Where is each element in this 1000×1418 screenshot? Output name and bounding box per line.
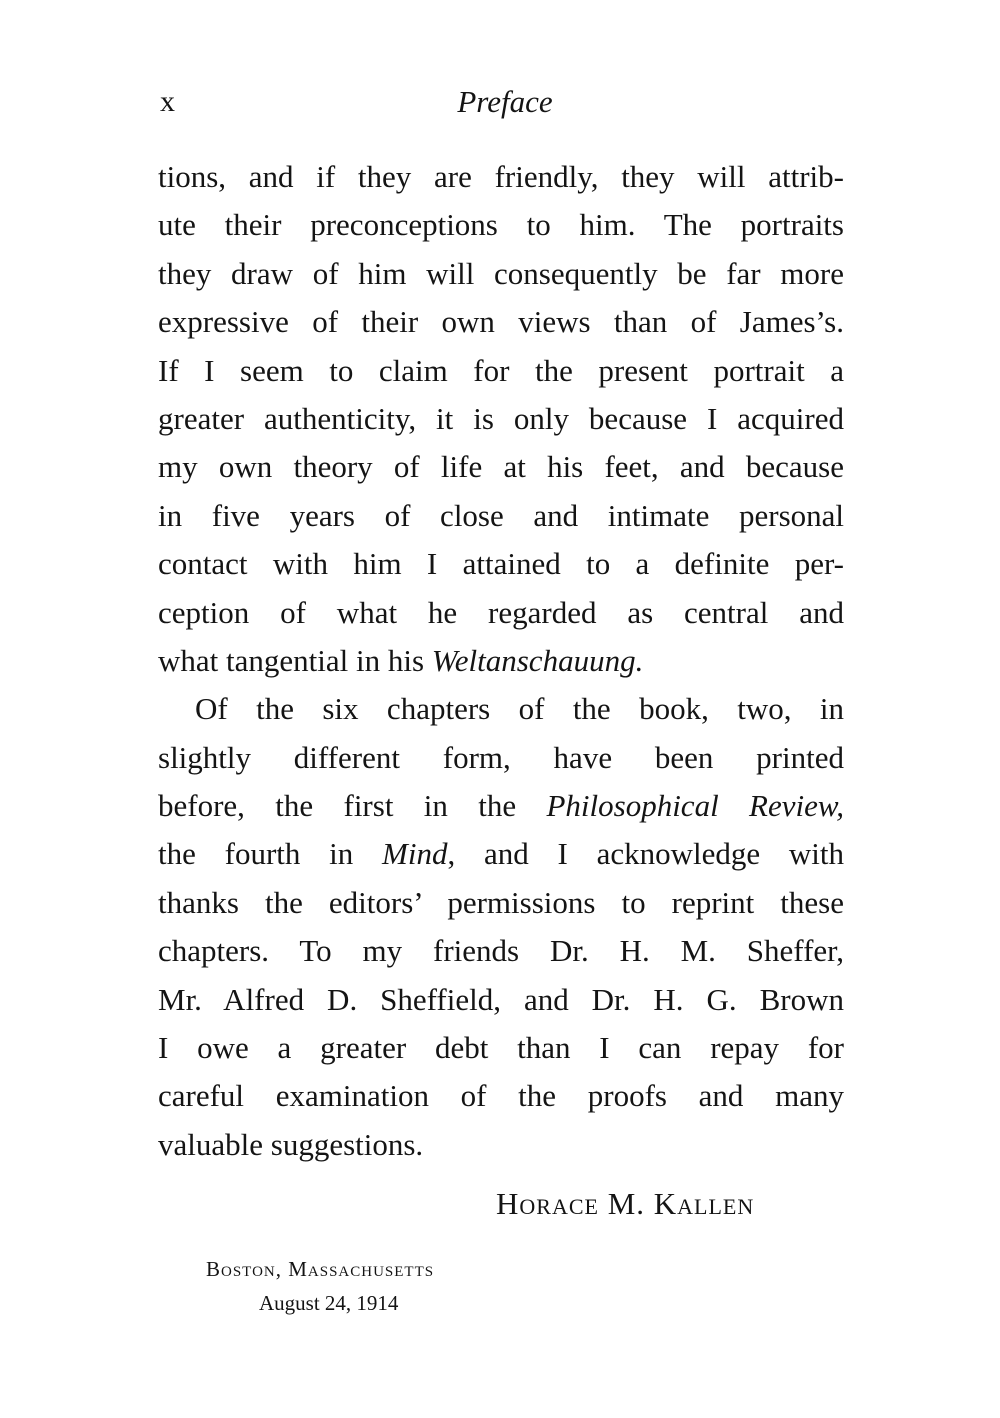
- preface-body: [158, 153, 844, 1169]
- text-line: thanks the editors’ permissions to reprint these: [158, 884, 844, 920]
- text-line: they draw of him will consequently be far more: [158, 255, 844, 291]
- signature-date: August 24, 1914: [259, 1291, 399, 1315]
- running-title: Preface: [457, 84, 553, 119]
- text-line: greater authenticity, it is only because I acquired: [158, 400, 844, 436]
- signature-place: Boston, Massachusetts: [206, 1257, 435, 1281]
- text-line: my own theory of life at his feet, and because: [158, 449, 844, 485]
- text-line: contact with him I attained to a definite per-: [158, 546, 844, 582]
- text-line: Mr. Alfred D. Sheffield, and Dr. H. G. Brown: [158, 981, 844, 1017]
- text-line: expressive of their own views than of James’s.: [158, 304, 844, 340]
- text-line: I owe a greater debt than I can repay for: [158, 1030, 844, 1066]
- text-line: careful examination of the proofs and many: [158, 1078, 844, 1114]
- page-number: x: [160, 85, 175, 118]
- text-line: in five years of close and intimate personal: [158, 497, 844, 533]
- text-line: Of the six chapters of the book, two, in: [195, 691, 844, 727]
- text-line: valuable suggestions.: [158, 1126, 424, 1162]
- italic-journal-philosophical-review: Philosophical Review,: [546, 788, 844, 824]
- text-run: before, the first in the: [158, 788, 547, 824]
- text-line: [158, 637, 844, 685]
- text-run: the fourth in: [158, 836, 383, 872]
- text-line: If I seem to claim for the present portrait a: [158, 352, 844, 388]
- italic-journal-mind: Mind: [382, 836, 448, 872]
- italic-term-weltanschauung: Weltanschauung.: [431, 642, 644, 678]
- text-line: [158, 830, 844, 878]
- text-run: what tangential in his: [158, 642, 432, 678]
- author-signature: Horace M. Kallen: [496, 1186, 755, 1221]
- text-line: slightly different form, have been printed: [158, 739, 844, 775]
- text-line: chapters. To my friends Dr. H. M. Sheffer,: [158, 933, 844, 969]
- text-line: tions, and if they are friendly, they will attrib-: [158, 159, 844, 194]
- text-run: , and I acknowledge with: [447, 836, 844, 872]
- text-line: ute their preconceptions to him. The portraits: [158, 207, 844, 243]
- text-line: [158, 782, 844, 830]
- text-line: ception of what he regarded as central and: [158, 594, 844, 630]
